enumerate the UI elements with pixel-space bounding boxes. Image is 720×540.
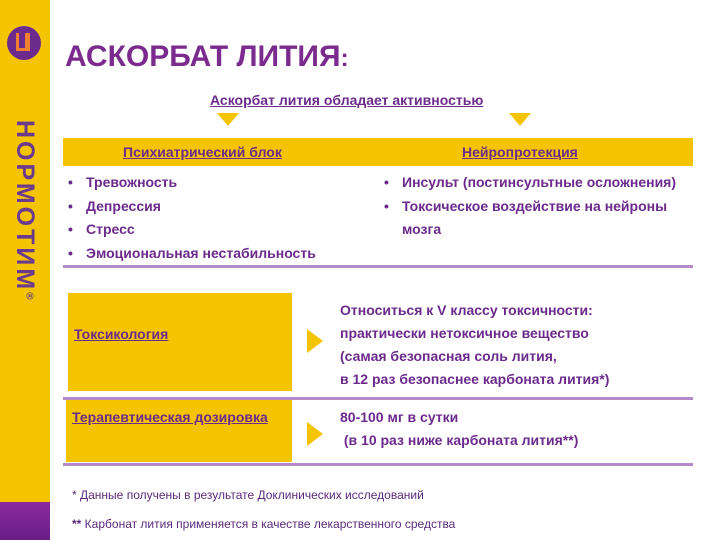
toxicology-box [68,293,292,391]
psychiatric-list [62,171,382,265]
brand-registered-mark: ® [23,292,35,303]
divider [63,463,693,466]
header-neuroprotection: Нейропротекция [462,144,578,160]
dosage-box [66,400,292,462]
toxicology-text: Относиться к V классу токсичности: практически нетоксичное вещество (самая безопасная соль лития, в 12 раз безопаснее карбоната лития*) [340,302,610,387]
list-item: • Стресс [62,218,382,242]
divider [63,265,693,268]
arrow-down-left-icon [217,113,239,126]
arrow-down-right-icon [509,113,531,126]
neuroprotection-list [378,171,678,242]
sidebar-bottom-accent [0,502,50,540]
list-item: • Эмоциональная нестабильность [62,242,382,266]
footnote-2: ** Карбонат лития применяется в качестве лекарственного средства [72,517,456,531]
footnote-1: * Данные получены в результате Доклинических исследований [72,488,424,502]
list-item: • Тревожность [62,171,382,195]
columns-header-bar [63,138,693,166]
arrow-right-icon [307,329,323,353]
dosage-text: 80-100 мг в сутки (в 10 раз ниже карбоната лития**) [340,409,579,448]
dosage-label: Терапевтическая дозировка [72,409,268,425]
brand-name [7,120,43,303]
arrow-right-icon [307,422,323,446]
list-item: • Инсульт (постинсультные осложнения) [378,171,678,195]
brand-logo-icon [7,26,41,60]
page-title: АСКОРБАТ ЛИТИЯ: [65,40,349,73]
subtitle: Аскорбат лития обладает активностью [210,92,484,108]
brand-name-text: НОРМОТИМ [11,120,39,293]
list-item: • Токсическое воздействие на нейроны мозга [378,195,678,242]
list-item: • Депрессия [62,195,382,219]
header-psychiatric: Психиатрический блок [123,144,282,160]
toxicology-label: Токсикология [74,326,169,342]
